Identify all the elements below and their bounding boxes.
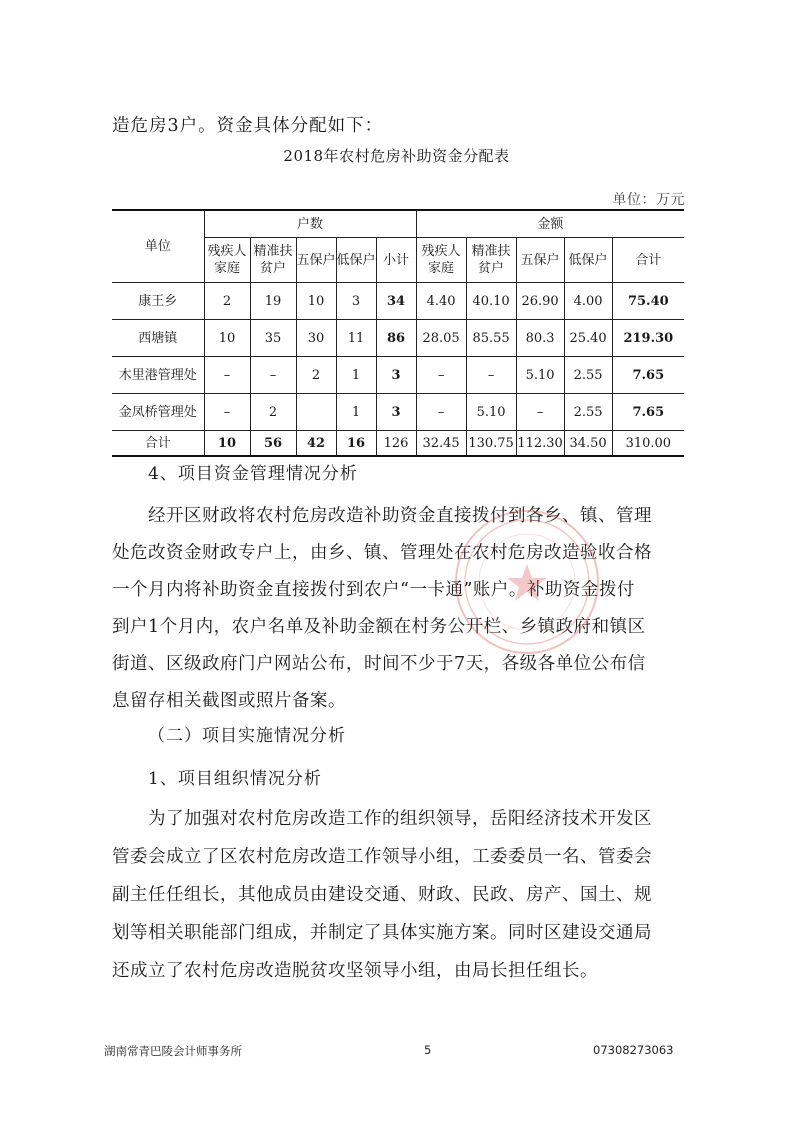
row-unit: 金凤桥管理处: [112, 394, 204, 431]
paragraph-line: 息留存相关截图或照片备案。: [112, 691, 346, 711]
cell: 10: [204, 431, 250, 457]
cell: 30: [296, 320, 336, 357]
cell: –: [516, 394, 564, 431]
sub-disabled-amt: 残疾人家庭: [416, 238, 466, 283]
cell: 1: [336, 357, 376, 394]
cell: 10: [204, 320, 250, 357]
footer-phone: 07308273063: [593, 1043, 674, 1057]
paragraph-line: 副主任任组长，其他成员由建设交通、财政、民政、房产、国土、规: [112, 885, 652, 905]
paragraph-line: 为了加强对农村危房改造工作的组织领导，岳阳经济技术开发区: [148, 809, 652, 829]
lead-text: 造危房3户。资金具体分配如下：: [112, 116, 384, 136]
sub-subtotal: 小计: [376, 238, 416, 283]
cell-subtotal: 34: [376, 283, 416, 320]
header-households: 户数: [204, 210, 416, 238]
paragraph-line: 经开区财政将农村危房改造补助资金直接拨付到各乡、镇、管理: [148, 506, 652, 526]
cell: –: [466, 357, 516, 394]
cell: 5.10: [516, 357, 564, 394]
cell: 2.55: [564, 357, 612, 394]
paragraph-line: 处危改资金财政专户上，由乡、镇、管理处在农村危房改造验收合格: [112, 543, 652, 563]
cell: 32.45: [416, 431, 466, 457]
cell-total: 7.65: [612, 394, 684, 431]
cell-total: 7.65: [612, 357, 684, 394]
paragraph-line: 到户1个月内，农户名单及补助金额在村务公开栏、乡镇政府和镇区: [112, 617, 646, 637]
header-unit: 单位: [112, 210, 204, 283]
sub-low-income-amt: 低保户: [564, 238, 612, 283]
cell: 112.30: [516, 431, 564, 457]
footer-page-number: 5: [424, 1043, 432, 1057]
cell: 35: [250, 320, 296, 357]
cell: 11: [336, 320, 376, 357]
seal-stamp-icon: [455, 510, 599, 654]
cell: 56: [250, 431, 296, 457]
footer-firm: 湖南常青巴陵会计师事务所: [104, 1044, 242, 1058]
total-label: 合计: [112, 431, 204, 457]
sub-disabled: 残疾人家庭: [204, 238, 250, 283]
paragraph-line: 划等相关职能部门组成，并制定了具体实施方案。同时区建设交通局: [112, 923, 652, 943]
table-unit-label: 单位：万元: [612, 192, 685, 208]
sub-five-guarantee: 五保户: [296, 238, 336, 283]
cell-subtotal: 3: [376, 357, 416, 394]
table-total-row: [112, 431, 684, 457]
section-two-heading: （二）项目实施情况分析: [148, 726, 346, 746]
cell: [296, 394, 336, 431]
cell: 5.10: [466, 394, 516, 431]
paragraph-line: 还成立了农村危房改造脱贫攻坚领导小组，由局长担任组长。: [112, 961, 598, 981]
row-unit: 木里港管理处: [112, 357, 204, 394]
cell: 4.00: [564, 283, 612, 320]
cell: 28.05: [416, 320, 466, 357]
row-unit: 康王乡: [112, 283, 204, 320]
cell: 42: [296, 431, 336, 457]
cell: 19: [250, 283, 296, 320]
cell: 10: [296, 283, 336, 320]
cell: –: [204, 357, 250, 394]
table-row: [112, 357, 684, 394]
cell: 40.10: [466, 283, 516, 320]
cell: –: [250, 357, 296, 394]
cell: 2: [296, 357, 336, 394]
cell: 1: [336, 394, 376, 431]
table-row: [112, 394, 684, 431]
cell: 2.55: [564, 394, 612, 431]
cell-subtotal: 86: [376, 320, 416, 357]
header-amount: 金额: [416, 210, 684, 238]
cell: 3: [336, 283, 376, 320]
table-row: [112, 283, 684, 320]
cell: 80.3: [516, 320, 564, 357]
cell: 16: [336, 431, 376, 457]
paragraph-line: 一个月内将补助资金直接拨付到农户“一卡通”账户。补助资金拨付: [112, 580, 635, 600]
cell: 25.40: [564, 320, 612, 357]
cell: 26.90: [516, 283, 564, 320]
sub-five-guarantee-amt: 五保户: [516, 238, 564, 283]
cell: 85.55: [466, 320, 516, 357]
cell: –: [416, 394, 466, 431]
cell: 2: [250, 394, 296, 431]
section4-heading: 4、项目资金管理情况分析: [148, 464, 358, 484]
cell-subtotal: 126: [376, 431, 416, 457]
cell: 130.75: [466, 431, 516, 457]
table-title: 2018年农村危房补助资金分配表: [283, 147, 510, 165]
cell: 4.40: [416, 283, 466, 320]
cell-total: 310.00: [612, 431, 684, 457]
sub-low-income: 低保户: [336, 238, 376, 283]
cell-total: 219.30: [612, 320, 684, 357]
sub-poverty-amt: 精准扶贫户: [466, 238, 516, 283]
section1-heading: 1、项目组织情况分析: [148, 769, 322, 789]
sub-total-amt: 合计: [612, 238, 684, 283]
paragraph-line: 管委会成立了区农村危房改造工作领导小组，工委委员一名、管委会: [112, 847, 652, 867]
table-header-row: [112, 210, 684, 238]
cell: –: [204, 394, 250, 431]
cell-total: 75.40: [612, 283, 684, 320]
sub-poverty: 精准扶贫户: [250, 238, 296, 283]
table-row: [112, 320, 684, 357]
cell-subtotal: 3: [376, 394, 416, 431]
cell: 2: [204, 283, 250, 320]
cell: 34.50: [564, 431, 612, 457]
cell: –: [416, 357, 466, 394]
allocation-table: [112, 209, 684, 457]
row-unit: 西塘镇: [112, 320, 204, 357]
paragraph-line: 街道、区级政府门户网站公布，时间不少于7天，各级各单位公布信: [112, 654, 646, 674]
